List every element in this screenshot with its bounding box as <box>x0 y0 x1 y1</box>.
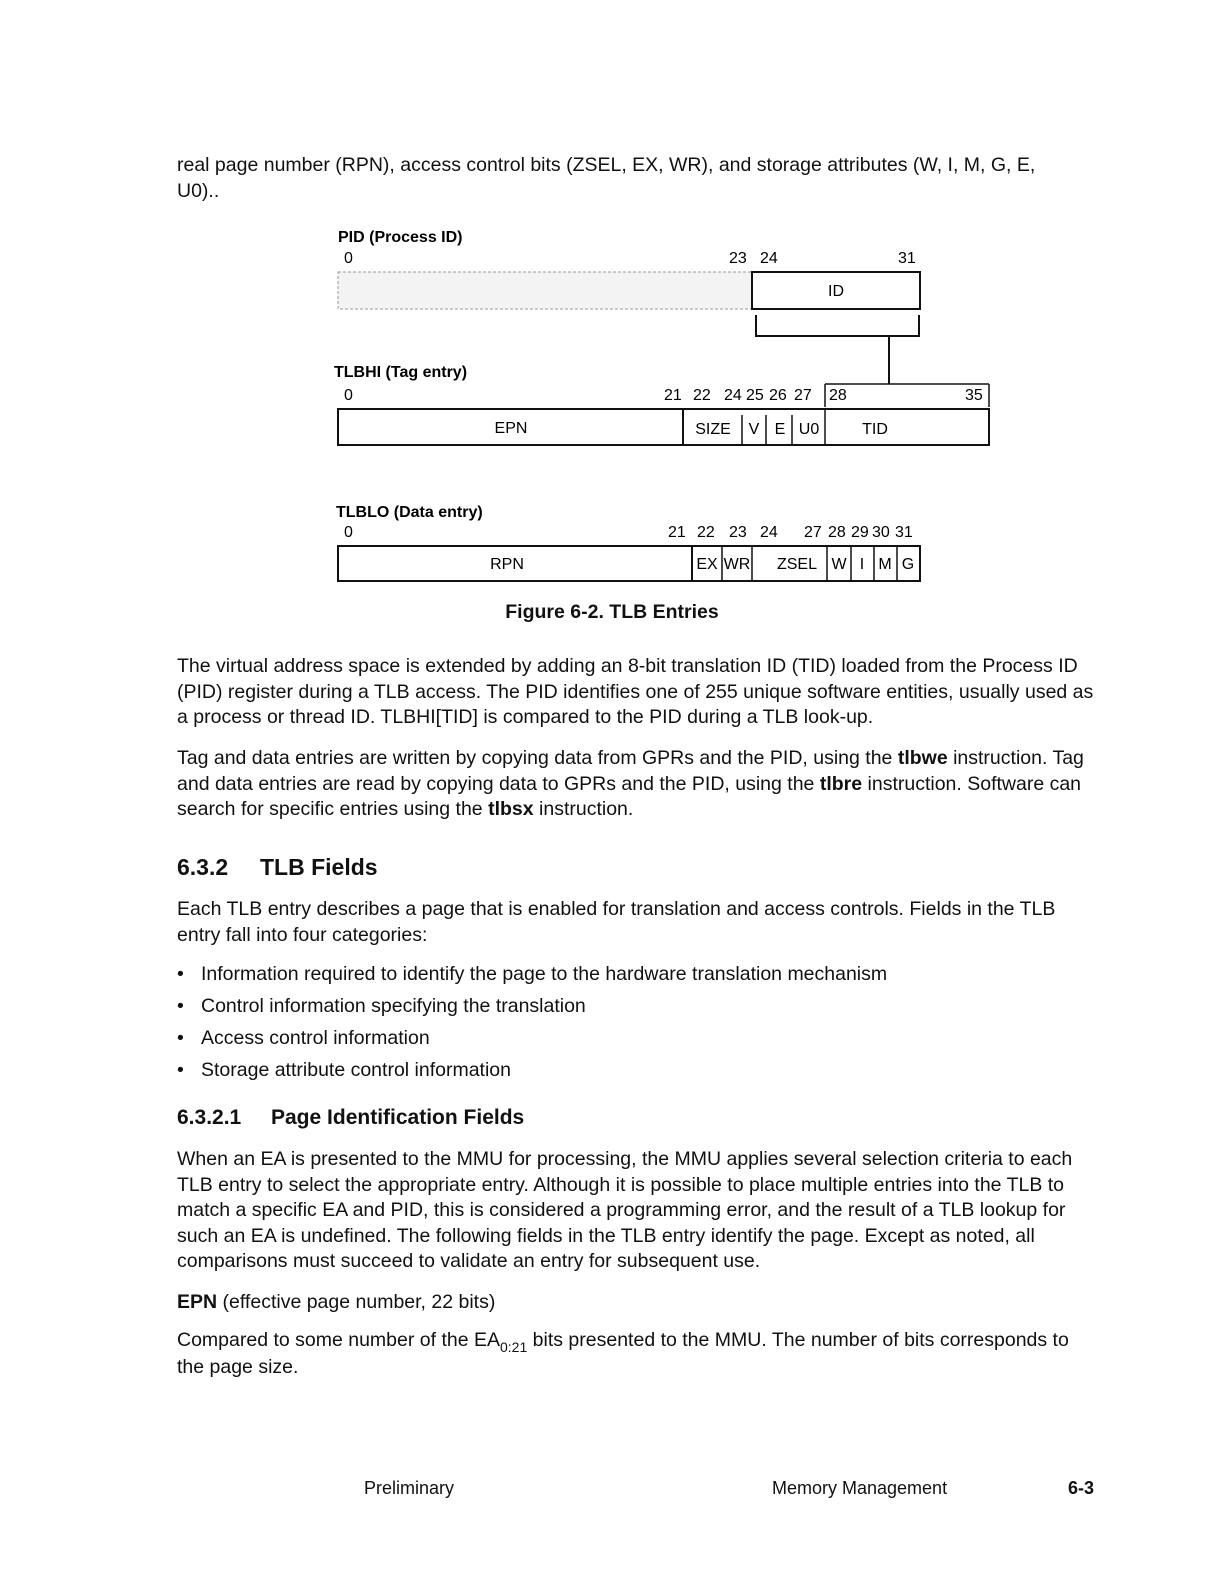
tlbhi-bit-35: 35 <box>965 387 983 404</box>
tlblo-bit-30: 30 <box>872 524 890 541</box>
tlblo-rpn-field: RPN <box>490 556 524 573</box>
tlbhi-bit-26: 26 <box>769 387 787 404</box>
section-heading-6-3-2-1 <box>177 1106 524 1130</box>
tlbhi-size-field: SIZE <box>695 421 731 438</box>
tlbhi-bit-27: 27 <box>794 387 812 404</box>
paragraph-tid: The virtual address space is extended by adding an 8-bit translation ID (TID) loaded from the Process ID (PID) register during a TLB access. The PID identifies one of 255 unique software entities, usually used as a process or thread ID. TLBHI[TID] is compared to the PID during a TLB look-up. <box>177 655 1094 728</box>
pid-bit-31: 31 <box>898 250 916 267</box>
tlb-field-categories-list <box>177 962 1077 1090</box>
tlbwe-term: tlbwe <box>897 747 948 769</box>
ea-subscript: 0:21 <box>500 1339 528 1355</box>
tlbhi-tid-field: TID <box>862 421 888 438</box>
tlblo-bit-23: 23 <box>729 524 747 541</box>
tlblo-wr-field: WR <box>723 556 751 573</box>
figure-caption: Figure 6-2. TLB Entries <box>505 601 719 623</box>
tlbsx-term: tlbsx <box>488 798 534 820</box>
tlbre-term: tlbre <box>819 772 863 795</box>
tlbhi-bit-25: 25 <box>746 387 764 404</box>
section-number: 6.3.2 <box>177 854 229 880</box>
list-item: • Information required to identify the page to the hardware translation mechanism <box>177 963 888 985</box>
tlbhi-epn-field: EPN <box>494 420 528 437</box>
intro-line-1: real page number (RPN), access control bits (ZSEL, EX, WR), and storage attributes (W, I, M, G, E, <box>177 154 1036 176</box>
epn-definition: EPN (effective page number, 22 bits) <box>177 1291 496 1313</box>
list-item: • Access control information <box>177 1027 430 1049</box>
tlbhi-bit-21: 21 <box>664 387 682 404</box>
epn-description: Compared to some number of the $EA_{0:21}$ bits presented to the MMU. The number of bits corresponds to the page size. <box>177 1329 1069 1378</box>
tlblo-bit-29: 29 <box>851 524 869 541</box>
tlblo-m-field: M <box>878 556 892 573</box>
pid-bracket <box>756 315 919 336</box>
pid-bit-0: 0 <box>344 250 353 267</box>
pid-bit-24: 24 <box>760 250 778 267</box>
page-number: 6-3 <box>1068 1478 1095 1498</box>
section-title: TLB Fields <box>260 854 378 880</box>
paragraph-tlb-instructions: Tag and data entries are written by copying data from GPRs and the PID, using the tlbwe instruction. Tag and data entries are read by copying data to GPRs and the PID, using the tlbre instruction. Software can search for specific entries using the tlbsx instruction. <box>177 747 1084 820</box>
pid-bit-23: 23 <box>729 250 747 267</box>
tlbhi-v-field: V <box>748 421 760 438</box>
tlblo-w-field: W <box>831 556 847 573</box>
tlbhi-bit-28: 28 <box>829 387 847 404</box>
footer-chapter: Memory Management <box>772 1478 948 1498</box>
tlblo-bit-0: 0 <box>344 524 353 541</box>
tlblo-bit-24: 24 <box>760 524 778 541</box>
tlblo-g-field: G <box>901 556 915 573</box>
paragraph-page-identification: When an EA is presented to the MMU for processing, the MMU applies several selection criteria to each TLB entry to select the appropriate entry. Although it is possible to place multiple entries into the TLB to match a specific EA and PID, this is considered a programming error, and the result of a TLB lookup for such an EA is undefined. The following fields in the TLB entry identify the page. Except as noted, all comparisons must succeed to validate an entry for subsequent use. <box>177 1148 1073 1272</box>
tlbhi-register <box>338 409 989 445</box>
tlbhi-u0-field: U0 <box>798 421 820 438</box>
epn-term: EPN <box>177 1291 218 1313</box>
tlbhi-e-field: E <box>774 421 786 438</box>
pid-reserved-field <box>338 272 752 309</box>
paragraph-tlb-fields-intro: Each TLB entry describes a page that is enabled for translation and access controls. Fields in the TLB entry fall into four categories: <box>177 898 1056 946</box>
tlbhi-title: TLBHI (Tag entry) <box>334 364 468 381</box>
list-item: • Storage attribute control information <box>177 1059 512 1081</box>
tlblo-title: TLBLO (Data entry) <box>336 504 483 521</box>
tlblo-bit-27: 27 <box>804 524 822 541</box>
pid-id-label: ID <box>828 283 844 300</box>
pid-title: PID (Process ID) <box>338 229 463 246</box>
tlbhi-bit-22: 22 <box>693 387 711 404</box>
tlblo-bit-28: 28 <box>828 524 846 541</box>
tlblo-bit-21: 21 <box>668 524 686 541</box>
tlblo-i-field: I <box>859 556 865 573</box>
subsection-title: Page Identification Fields <box>271 1106 525 1129</box>
intro-line-2: U0).. <box>177 180 220 202</box>
tlblo-zsel-field: ZSEL <box>776 556 818 573</box>
footer-status: Preliminary <box>364 1478 455 1498</box>
section-heading-6-3-2 <box>177 854 378 881</box>
tlblo-bit-31: 31 <box>895 524 913 541</box>
tlb-entries-figure <box>0 0 1224 600</box>
tlblo-ex-field: EX <box>696 556 718 573</box>
tlbhi-bit-24: 24 <box>724 387 742 404</box>
tlblo-bit-22: 22 <box>697 524 715 541</box>
list-item: • Control information specifying the translation <box>177 995 586 1017</box>
tlbhi-bit-0: 0 <box>344 387 353 404</box>
subsection-number: 6.3.2.1 <box>177 1106 242 1129</box>
